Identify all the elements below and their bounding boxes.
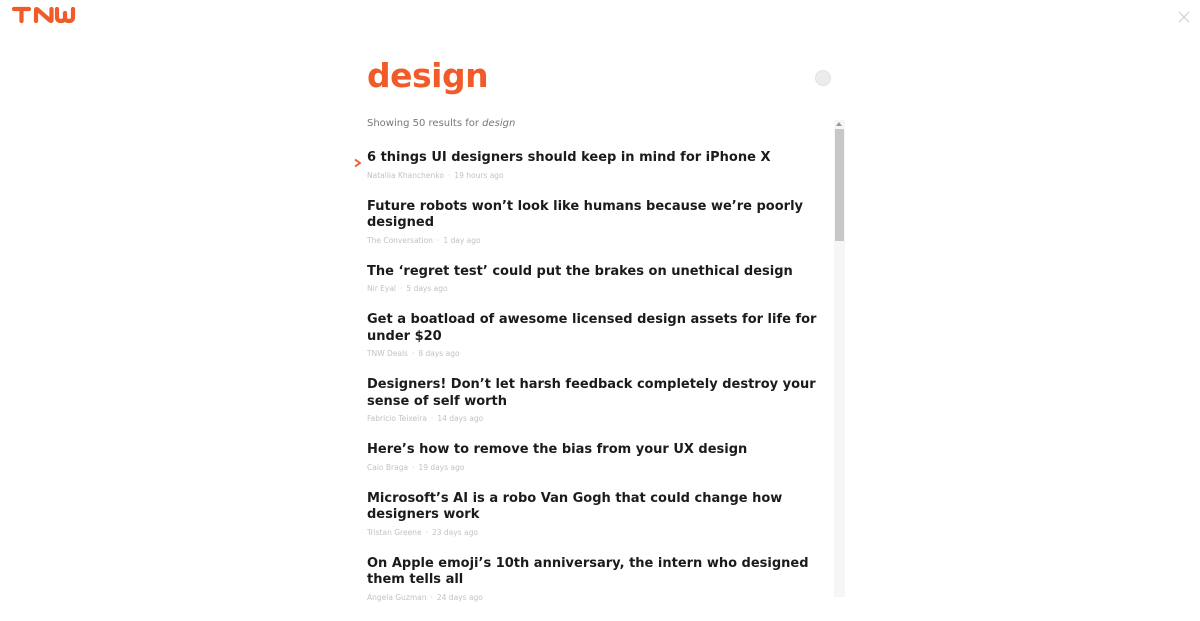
results-count-query: design [482,118,516,129]
results-scrollbar[interactable] [834,120,845,597]
result-title[interactable]: Designers! Don’t let harsh feedback completely destroy your sense of self worth [367,377,816,409]
result-meta: Angela Guzman · 24 days ago [367,592,483,602]
scroll-up-arrow-icon[interactable] [836,122,842,126]
result-meta: Nir Eyal · 5 days ago [367,284,448,293]
result-meta: Caio Braga · 19 days ago [367,462,465,472]
result-time: 8 days ago [418,349,460,358]
search-query-input[interactable]: design [367,56,489,95]
close-button[interactable] [1178,8,1190,20]
results-list [367,150,822,621]
tnw-logo[interactable] [12,6,86,28]
result-time: 24 days ago [436,592,483,602]
result-time: 1 day ago [443,235,481,245]
close-icon [1178,11,1190,23]
result-time: 5 days ago [406,284,448,293]
result-item[interactable] [367,150,822,181]
result-meta: The Conversation · 1 day ago [367,235,481,245]
result-item[interactable] [367,264,822,295]
active-arrow-icon [353,153,363,163]
result-meta: Fabricio Teixeira · 14 days ago [367,414,484,423]
result-author: Nataliia Khanchenko [367,170,444,180]
result-item[interactable] [367,377,822,424]
result-item[interactable] [367,491,822,538]
clear-search-button[interactable] [815,70,831,86]
results-count [367,118,515,129]
result-meta: Nataliia Khanchenko · 19 hours ago [367,170,504,180]
result-time: 14 days ago [437,414,484,423]
scrollbar-thumb[interactable] [835,129,844,241]
result-meta: Tristan Greene · 23 days ago [367,527,478,537]
result-author: Caio Braga [367,462,409,472]
result-title[interactable]: Future robots won’t look like humans because we’re poorly designed [367,198,803,230]
result-author: Tristan Greene [367,527,422,537]
result-item[interactable] [367,312,822,359]
result-title[interactable]: 6 things UI designers should keep in mind for iPhone X [367,150,771,165]
result-item[interactable] [367,556,822,603]
result-author: The Conversation [367,235,433,245]
result-title[interactable]: Microsoft’s AI is a robo Van Gogh that could change how designers work [367,490,783,522]
result-meta: TNW Deals · 8 days ago [367,349,460,358]
result-title[interactable]: Here’s how to remove the bias from your UX design [367,442,748,457]
result-author: Nir Eyal [367,284,397,293]
result-time: 23 days ago [431,527,478,537]
result-author: TNW Deals [367,349,408,358]
result-time: 19 hours ago [454,170,504,180]
result-author: Angela Guzman [367,592,427,602]
result-author: Fabricio Teixeira [367,414,427,423]
result-item[interactable] [367,442,822,473]
result-title[interactable]: On Apple emoji’s 10th anniversary, the intern who designed them tells all [367,555,809,587]
tnw-logo-icon [12,6,86,24]
result-title[interactable]: The ‘regret test’ could put the brakes on unethical design [367,263,793,279]
results-count-prefix: Showing 50 results for [367,118,479,129]
result-item[interactable] [367,199,822,246]
result-title[interactable]: Get a boatload of awesome licensed design assets for life for under $20 [367,312,817,344]
result-time: 19 days ago [418,462,465,472]
